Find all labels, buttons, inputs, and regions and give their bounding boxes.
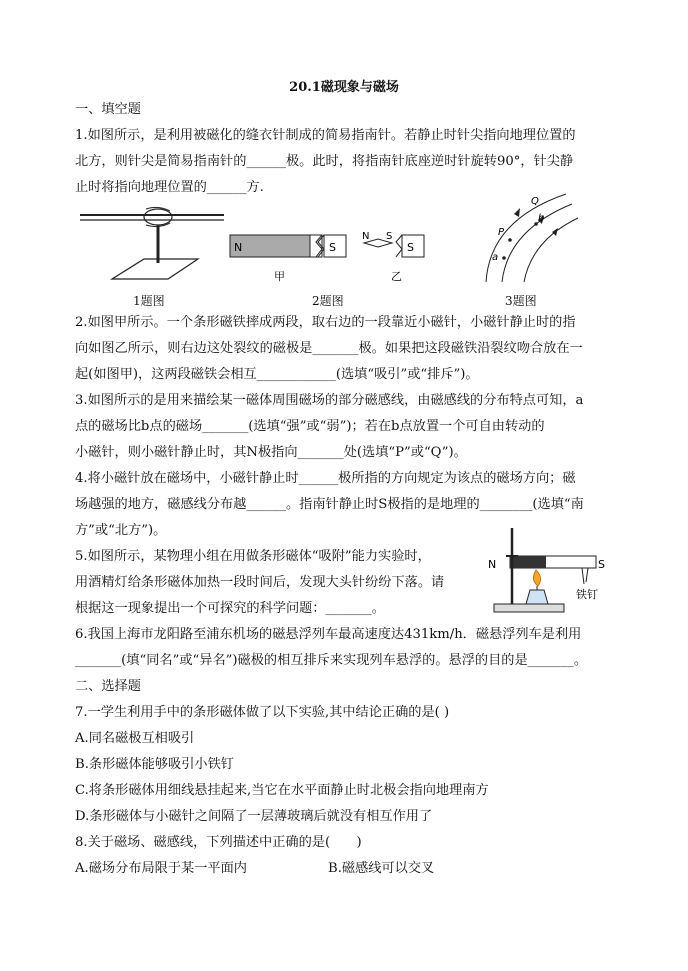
- q6-line1: 6.我国上海市龙阳路至浦东机场的磁悬浮列车最高速度达431km/h．磁悬浮列车是利用: [75, 627, 582, 642]
- q5-line2: 用酒精灯给条形磁体加热一段时间后，发现大头针纷纷下落。请: [75, 575, 445, 590]
- q3-line2: 点的磁场比b点的磁场_______(选填“强”或“弱”)；若在b点放置一个可自由转动的: [75, 419, 545, 434]
- q4-line2: 场越强的地方，磁感线分布越______。指南针静止时S极指的是地理的________(选填“南: [75, 497, 584, 512]
- q8-option-b: B.磁感线可以交叉: [328, 861, 435, 876]
- caption-figure-2: 2题图: [312, 294, 344, 308]
- q2-line1: 2.如图甲所示。一个条形磁铁摔成两段，取右边的一段靠近小磁针，小磁针静止时的指: [75, 315, 576, 330]
- q7-option-c: C.将条形磁体用细线悬挂起来,当它在水平面静止时北极会指向地理南方: [75, 783, 489, 798]
- q2-line3: 起(如图甲)，这两段磁铁会相互____________(选填“吸引”或“排斥”)。: [75, 367, 479, 382]
- q4-line1: 4.将小磁针放在磁场中，小磁针静止时______极所指的方向规定为该点的磁场方向；磁: [75, 471, 576, 486]
- section-heading-fill-blank: 一、填空题: [75, 102, 141, 117]
- q4-line3: 方”或“北方”)。: [75, 523, 167, 538]
- q7-option-b: B.条形磁体能够吸引小铁钉: [75, 757, 234, 772]
- fig3-label-a: a: [492, 252, 499, 263]
- caption-figure-1: 1题图: [133, 294, 165, 308]
- caption-figure-3: 3题图: [505, 294, 537, 308]
- q7-option-a: A.同名磁极互相吸引: [75, 731, 195, 746]
- fig2-label-s-left: S: [329, 241, 336, 254]
- q3-line1: 3.如图所示的是用来描绘某一磁体周围磁场的部分磁感线，由磁感线的分布特点可知，a: [75, 393, 584, 408]
- fig2-label-jia: 甲: [274, 270, 285, 283]
- fig2-label-yi: 乙: [391, 270, 402, 283]
- fig5-label-nail: 铁钉: [576, 588, 598, 601]
- fig2-label-n-needle: N: [362, 231, 370, 242]
- q6-line2: _______(填“同名”或“异名”)磁极的相互排斥来实现列车悬浮的。悬浮的目的是_______。: [75, 653, 588, 668]
- fig5-label-s: S: [598, 558, 605, 571]
- page-title: 20.1磁现象与磁场: [289, 80, 399, 95]
- fig3-label-b: b: [538, 213, 545, 224]
- fig2-label-n-left: N: [234, 241, 243, 254]
- q1-line1: 1.如图所示，是利用被磁化的缝衣针制成的简易指南针。若静止时针尖指向地理位置的: [75, 128, 576, 143]
- section-heading-choice: 二、选择题: [75, 679, 141, 694]
- fig2-label-s-needle: S: [386, 231, 393, 242]
- q8-option-a: A.磁场分布局限于某一平面内: [75, 861, 247, 876]
- figure-field-lines: [476, 190, 586, 290]
- figure-compass-needle: [76, 203, 236, 288]
- q7-option-d: D.条形磁体与小磁针之间隔了一层薄玻璃后就没有相互作用了: [75, 809, 433, 824]
- q2-line2: 向如图乙所示，则右边这处裂纹的磁极是_______极。如果把这段磁铁沿裂纹吻合放在一: [75, 341, 583, 356]
- fig3-label-q: Q: [531, 196, 539, 207]
- q5-line1: 5.如图所示，某物理小组在用做条形磁体“吸附”能力实验时，: [75, 549, 431, 564]
- q5-line3: 根据这一现象提出一个可探究的科学问题：_______。: [75, 601, 385, 616]
- q8-stem: 8.关于磁场、磁感线，下列描述中正确的是( ): [75, 835, 362, 850]
- q7-stem: 7.一学生利用手中的条形磁体做了以下实验,其中结论正确的是( ): [75, 705, 450, 720]
- fig3-label-p: P: [498, 227, 505, 238]
- fig2-label-s-right: S: [407, 241, 414, 254]
- q3-line3: 小磁针，则小磁针静止时，其N极指向_______处(选填“P”或“Q”)。: [75, 445, 467, 460]
- q1-line3: 止时将指向地理位置的______方.: [75, 180, 264, 195]
- figure-broken-magnet: [226, 225, 436, 290]
- q1-line2: 北方，则针尖是简易指南针的______极。此时，将指南针底座逆时针旋转90°，针尖静: [75, 154, 574, 169]
- figure-heated-magnet: [486, 526, 612, 618]
- fig5-label-n: N: [488, 558, 497, 571]
